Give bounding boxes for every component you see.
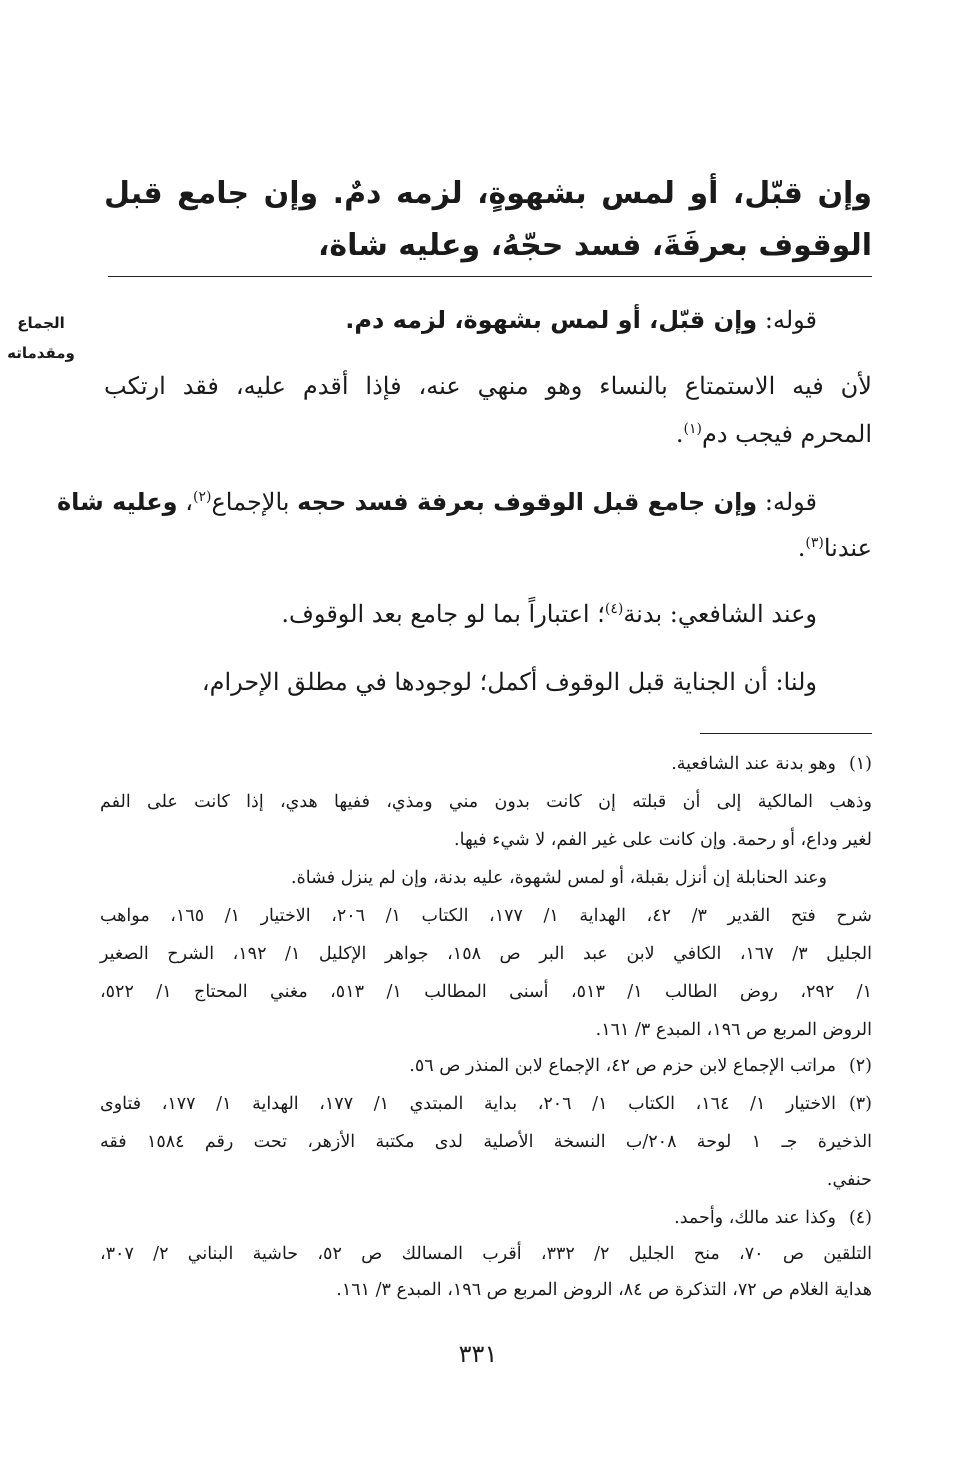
- text-run: ،: [185, 488, 193, 516]
- text-run: ؛ اعتباراً بما لو جامع بعد الوقوف.: [281, 600, 605, 628]
- footnote-ref-4: (٤): [604, 601, 624, 617]
- commentary-line: [104, 534, 872, 562]
- margin-heading-line1: الجماع: [17, 314, 65, 332]
- margin-heading-line2: ومقدماته: [7, 344, 75, 362]
- commentary-line: ولنا: أن الجناية قبل الوقوف أكمل؛ لوجودها في مطلق الإحرام،: [201, 668, 817, 696]
- quote-bold: وإن جامع قبل الوقوف بعرفة فسد حجه: [297, 488, 758, 516]
- commentary-quote-2: [56, 488, 872, 516]
- text-run: .: [797, 534, 806, 562]
- footnote-line: حنفي.: [826, 1170, 872, 1190]
- footnote-number: (٣): [848, 1094, 872, 1114]
- text-run: .: [675, 420, 684, 448]
- commentary-line: [104, 420, 872, 448]
- text-run: وعند الشافعي: بدنة: [623, 600, 817, 628]
- footnote-ref-2: (٢): [192, 489, 212, 505]
- footnote-number: (٢): [848, 1056, 872, 1076]
- footnote-line: وهو بدنة عند الشافعية.: [671, 754, 836, 774]
- footnote-ref-3: (٣): [805, 535, 824, 551]
- commentary-quote-1: [104, 306, 872, 334]
- text-run: بالإجماع: [211, 488, 290, 516]
- footnote-line: الجليل ٣/ ١٦٧، الكافي لابن عبد البر ص ١٥٨، جواهر الإكليل ١/ ١٩٢، الشرح الصغير: [100, 944, 872, 964]
- footnote-line: الروض المربع ص ١٩٦، المبدع ٣/ ١٦١.: [595, 1020, 872, 1040]
- main-text-block: وإن قبّل، أو لمس بشهوةٍ، لزمه دمٌ. وإن جامع قبل الوقوف بعرفَةَ، فسد حجّهُ، وعليه شاة،: [104, 176, 872, 263]
- page-number: ٣٣١: [458, 1340, 498, 1368]
- footnote-ref-1: (١): [683, 421, 702, 437]
- commentary-line: لأن فيه الاستمتاع بالنساء وهو منهي عنه، فإذا أقدم عليه، فقد ارتكب: [104, 372, 872, 400]
- commentary-line: [104, 600, 872, 628]
- margin-heading: [0, 308, 86, 368]
- quote-bold: وإن قبّل، أو لمس بشهوة، لزمه دم.: [345, 306, 758, 334]
- footnote-number: (١): [848, 754, 872, 774]
- footnote-line: الاختيار ١/ ١٦٤، الكتاب ١/ ٢٠٦، بداية المبتدي ١/ ١٧٧، الهداية ١/ ١٧٧، فتاوى: [100, 1094, 836, 1114]
- text-run: عندنا: [823, 534, 872, 562]
- footnote-4: [100, 1208, 872, 1228]
- footnote-line: هداية الغلام ص ٧٢، التذكرة ص ٨٤، الروض المربع ص ١٩٦، المبدع ٣/ ١٦١.: [336, 1280, 872, 1300]
- footnote-line: وذهب المالكية إلى أن قبلته إن كانت بدون مني ومذي، ففيها هدي، إذا كانت على الفم: [100, 792, 872, 812]
- footnote-line: شرح فتح القدير ٣/ ٤٢، الهداية ١/ ١٧٧، الكتاب ١/ ٢٠٦، الاختيار ١/ ١٦٥، مواهب: [100, 906, 872, 926]
- separator-rule: [108, 276, 872, 277]
- footnote-line: الذخيرة جـ ١ لوحة ٢٠٨/ب النسخة الأصلية لدى مكتبة الأزهر، تحت رقم ١٥٨٤ فقه: [100, 1132, 873, 1152]
- footnote-number: (٤): [848, 1208, 872, 1228]
- footnote-line: مراتب الإجماع لابن حزم ص ٤٢، الإجماع لابن المنذر ص ٥٦.: [409, 1056, 836, 1076]
- footnote-line: وكذا عند مالك، وأحمد.: [674, 1208, 836, 1228]
- footnote-1: [100, 754, 872, 774]
- footnote-line: لغير وداع، أو رحمة. وإن كانت على غير الفم، لا شيء فيها.: [454, 830, 872, 850]
- footnote-2: [100, 1056, 872, 1076]
- footnote-line: ١/ ٢٩٢، روض الطالب ١/ ٥١٣، أسنى المطالب ١/ ٥١٣، مغني المحتاج ١/ ٥٢٢،: [100, 982, 872, 1002]
- footnote-line: وعند الحنابلة إن أنزل بقبلة، أو لمس لشهوة، عليه بدنة، وإن لم ينزل فشاة.: [291, 868, 827, 888]
- text-run: المحرم فيجب دم: [701, 420, 872, 448]
- footnote-rule: [700, 733, 872, 734]
- footnote-3: [100, 1094, 872, 1114]
- quote-lead: قوله:: [764, 306, 817, 334]
- quote-lead: قوله:: [764, 488, 817, 516]
- footnote-line: التلقين ص ٧٠، منح الجليل ٢/ ٣٣٢، أقرب المسالك ص ٥٢، حاشية البناني ٢/ ٣٠٧،: [100, 1244, 872, 1264]
- quote-bold: وعليه شاة: [56, 488, 178, 516]
